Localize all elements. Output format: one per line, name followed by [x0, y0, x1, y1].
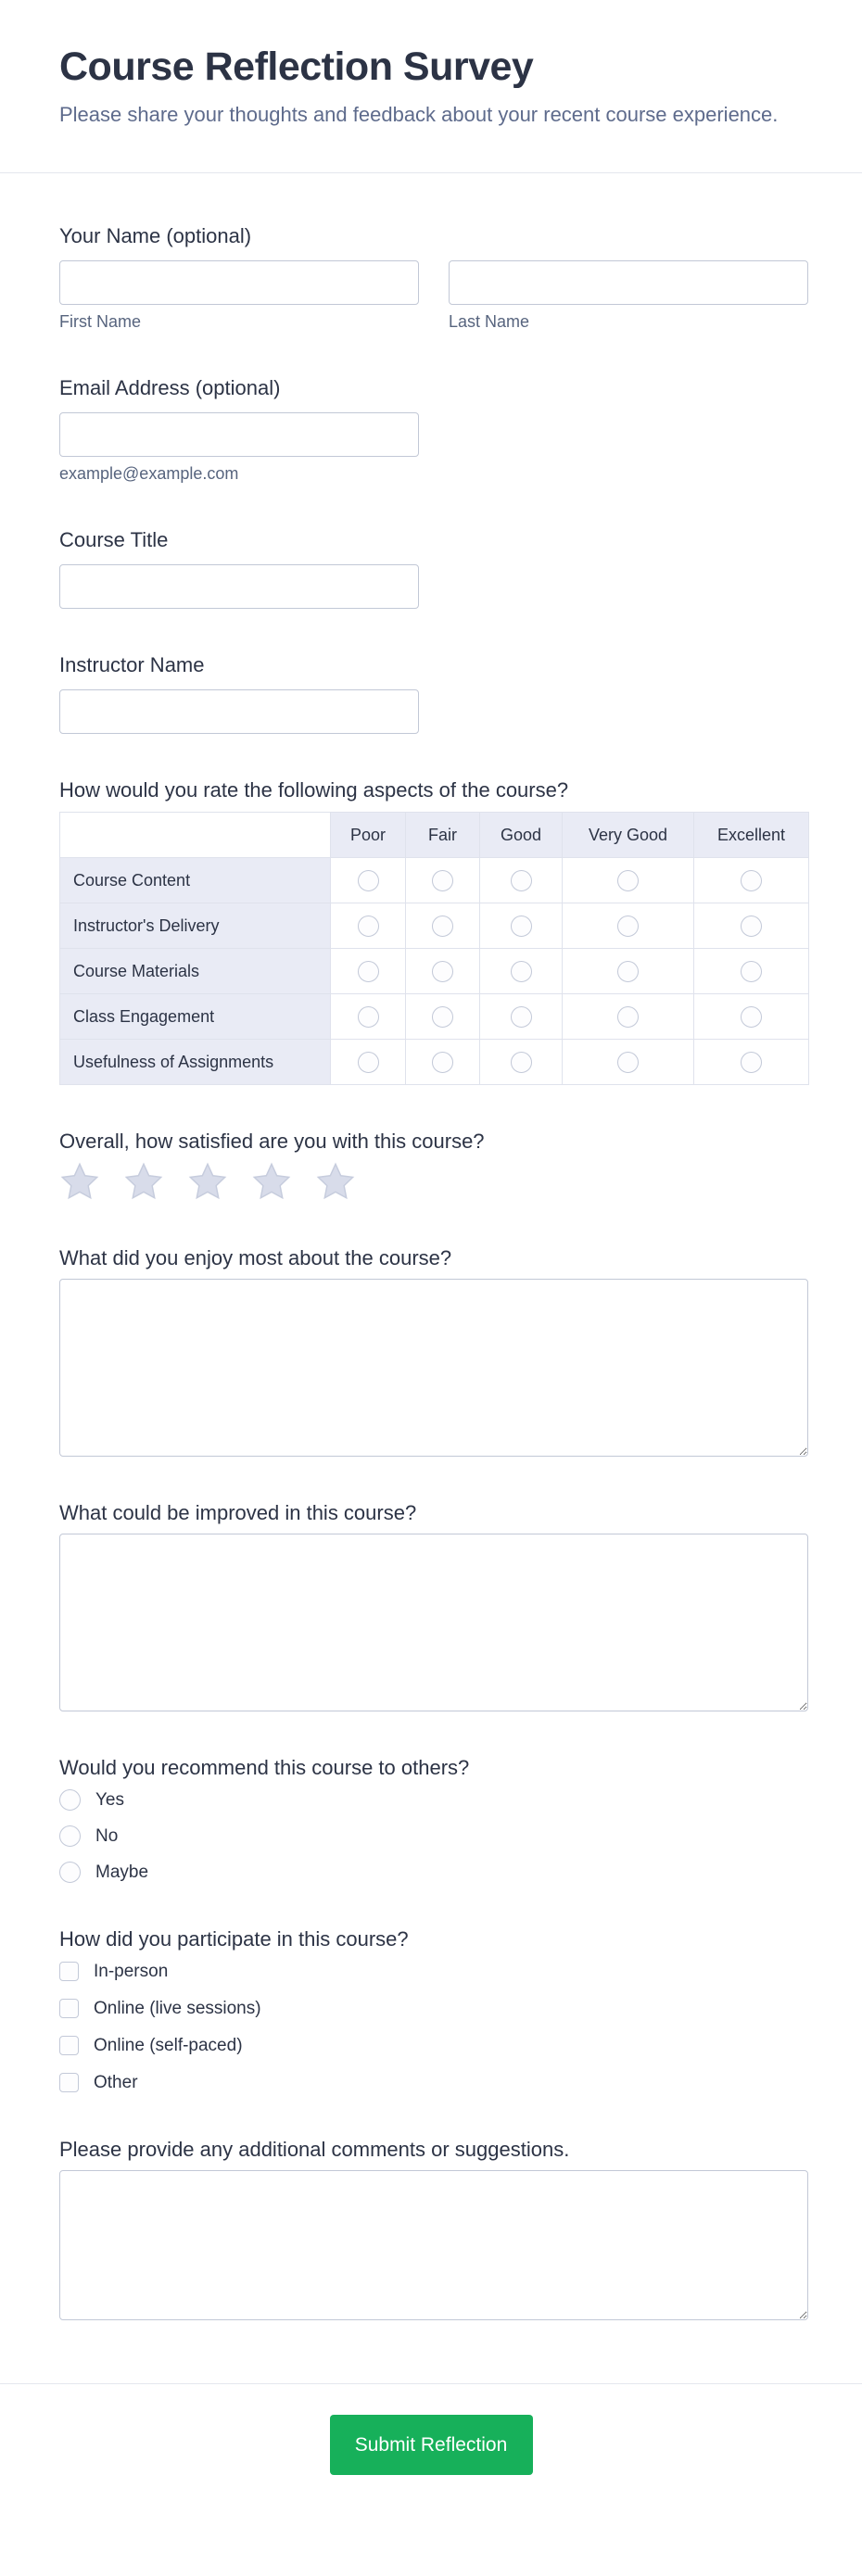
matrix-radio[interactable]	[741, 870, 762, 891]
participation-option-online-live[interactable]	[59, 1998, 808, 2019]
recommend-option-yes[interactable]	[59, 1789, 808, 1811]
radio-icon[interactable]	[59, 1789, 81, 1811]
matrix-row-label: Usefulness of Assignments	[60, 1040, 331, 1085]
first-name-input[interactable]	[59, 260, 419, 305]
page-subtitle: Please share your thoughts and feedback about your recent course experience.	[59, 103, 779, 126]
last-name-field	[449, 260, 808, 332]
matrix-cell	[406, 949, 480, 994]
recommend-option-no[interactable]	[59, 1825, 808, 1847]
question-comments	[59, 2138, 808, 2320]
matrix-column-header-very-good: Very Good	[563, 813, 694, 858]
matrix-column-header-poor: Poor	[331, 813, 406, 858]
recommend-option-label: Maybe	[95, 1863, 149, 1882]
matrix-cell	[694, 903, 809, 949]
matrix-cell	[480, 1040, 563, 1085]
matrix-cell	[331, 903, 406, 949]
comments-textarea[interactable]	[59, 2170, 808, 2320]
question-participation	[59, 1927, 808, 2093]
matrix-cell	[480, 994, 563, 1040]
matrix-radio[interactable]	[511, 961, 532, 982]
star-icon[interactable]	[123, 1161, 164, 1202]
matrix-row-usefulness-of-assignments	[60, 1040, 809, 1085]
improve-label: What could be improved in this course?	[59, 1501, 417, 1524]
matrix-cell	[331, 949, 406, 994]
improve-textarea[interactable]	[59, 1534, 808, 1711]
participation-option-label: Online (live sessions)	[94, 1999, 261, 2018]
rating-matrix-label: How would you rate the following aspects of the course?	[59, 778, 569, 802]
participation-option-label: Other	[94, 2073, 138, 2092]
matrix-cell	[694, 858, 809, 903]
matrix-radio[interactable]	[432, 915, 453, 937]
matrix-row-class-engagement	[60, 994, 809, 1040]
course-title-label: Course Title	[59, 528, 169, 551]
recommend-options	[59, 1789, 808, 1883]
matrix-radio[interactable]	[511, 1052, 532, 1073]
matrix-radio[interactable]	[432, 1052, 453, 1073]
submit-button[interactable]: Submit Reflection	[330, 2415, 533, 2475]
matrix-cell	[331, 1040, 406, 1085]
last-name-sublabel: Last Name	[449, 312, 530, 331]
matrix-row-course-materials	[60, 949, 809, 994]
matrix-cell	[694, 949, 809, 994]
enjoy-label: What did you enjoy most about the course?	[59, 1246, 452, 1269]
recommend-option-maybe[interactable]	[59, 1862, 808, 1883]
form-footer	[0, 2383, 862, 2475]
checkbox-icon[interactable]	[59, 2036, 79, 2055]
participation-option-other[interactable]	[59, 2072, 808, 2093]
matrix-cell	[563, 994, 694, 1040]
matrix-radio[interactable]	[617, 1006, 639, 1028]
question-rating-matrix	[59, 778, 808, 1085]
matrix-radio[interactable]	[358, 961, 379, 982]
page-title: Course Reflection Survey	[59, 44, 534, 89]
matrix-cell	[406, 994, 480, 1040]
question-satisfaction	[59, 1130, 808, 1202]
name-question-label: Your Name (optional)	[59, 224, 252, 247]
email-input[interactable]	[59, 412, 419, 457]
matrix-radio[interactable]	[617, 961, 639, 982]
matrix-radio[interactable]	[617, 915, 639, 937]
radio-icon[interactable]	[59, 1825, 81, 1847]
matrix-radio[interactable]	[741, 915, 762, 937]
matrix-radio[interactable]	[741, 1052, 762, 1073]
question-course-title	[59, 528, 808, 609]
matrix-cell	[331, 858, 406, 903]
instructor-name-input[interactable]	[59, 689, 419, 734]
question-improve	[59, 1501, 808, 1711]
star-icon[interactable]	[251, 1161, 292, 1202]
recommend-label: Would you recommend this course to others?	[59, 1756, 470, 1779]
participation-label: How did you participate in this course?	[59, 1927, 409, 1951]
question-name	[59, 224, 808, 332]
email-question-label: Email Address (optional)	[59, 376, 281, 399]
matrix-cell	[331, 994, 406, 1040]
radio-icon[interactable]	[59, 1862, 81, 1883]
checkbox-icon[interactable]	[59, 1962, 79, 1981]
checkbox-icon[interactable]	[59, 2073, 79, 2092]
matrix-cell	[694, 994, 809, 1040]
matrix-row-course-content	[60, 858, 809, 903]
matrix-cell	[563, 1040, 694, 1085]
matrix-cell	[694, 1040, 809, 1085]
recommend-option-label: No	[95, 1826, 119, 1846]
matrix-radio[interactable]	[358, 915, 379, 937]
matrix-row-label: Class Engagement	[60, 994, 331, 1040]
matrix-column-header-good: Good	[480, 813, 563, 858]
matrix-column-header-fair: Fair	[406, 813, 480, 858]
participation-option-in-person[interactable]	[59, 1961, 808, 1982]
matrix-header-row	[60, 813, 809, 858]
name-inputs-row	[59, 260, 808, 332]
matrix-cell	[480, 949, 563, 994]
matrix-radio[interactable]	[432, 870, 453, 891]
rating-matrix-table	[59, 812, 809, 1085]
matrix-radio[interactable]	[432, 1006, 453, 1028]
star-icon[interactable]	[59, 1161, 100, 1202]
matrix-cell	[480, 858, 563, 903]
question-recommend	[59, 1756, 808, 1883]
matrix-row-label: Course Content	[60, 858, 331, 903]
matrix-cell	[563, 903, 694, 949]
matrix-radio[interactable]	[617, 870, 639, 891]
instructor-name-label: Instructor Name	[59, 653, 205, 676]
matrix-corner-cell	[60, 813, 331, 858]
star-icon[interactable]	[187, 1161, 228, 1202]
matrix-row-label: Course Materials	[60, 949, 331, 994]
matrix-radio[interactable]	[741, 1006, 762, 1028]
form-header	[0, 0, 862, 172]
matrix-radio[interactable]	[358, 1006, 379, 1028]
last-name-input[interactable]	[449, 260, 808, 305]
matrix-radio[interactable]	[358, 1052, 379, 1073]
form-body	[0, 173, 862, 2320]
question-email	[59, 376, 808, 484]
matrix-radio[interactable]	[432, 961, 453, 982]
question-enjoy	[59, 1246, 808, 1457]
matrix-cell	[563, 858, 694, 903]
participation-option-label: Online (self-paced)	[94, 2036, 243, 2055]
matrix-cell	[406, 903, 480, 949]
matrix-radio[interactable]	[358, 870, 379, 891]
matrix-cell	[406, 858, 480, 903]
participation-option-online-self-paced[interactable]	[59, 2035, 808, 2056]
star-icon[interactable]	[315, 1161, 356, 1202]
question-instructor-name	[59, 653, 808, 734]
matrix-column-header-excellent: Excellent	[694, 813, 809, 858]
participation-option-label: In-person	[94, 1962, 169, 1981]
matrix-radio[interactable]	[511, 915, 532, 937]
matrix-radio[interactable]	[741, 961, 762, 982]
comments-label: Please provide any additional comments or suggestions.	[59, 2138, 570, 2161]
first-name-sublabel: First Name	[59, 312, 142, 331]
email-sublabel: example@example.com	[59, 464, 239, 483]
matrix-row-instructors-delivery	[60, 903, 809, 949]
matrix-row-label: Instructor's Delivery	[60, 903, 331, 949]
recommend-option-label: Yes	[95, 1790, 124, 1810]
participation-options	[59, 1961, 808, 2093]
matrix-radio[interactable]	[617, 1052, 639, 1073]
satisfaction-label: Overall, how satisfied are you with this course?	[59, 1130, 485, 1153]
first-name-field	[59, 260, 419, 332]
matrix-radio[interactable]	[511, 1006, 532, 1028]
course-title-input[interactable]	[59, 564, 419, 609]
star-rating	[59, 1161, 808, 1202]
matrix-cell	[563, 949, 694, 994]
matrix-cell	[480, 903, 563, 949]
enjoy-textarea[interactable]	[59, 1279, 808, 1457]
checkbox-icon[interactable]	[59, 1999, 79, 2018]
matrix-radio[interactable]	[511, 870, 532, 891]
matrix-cell	[406, 1040, 480, 1085]
